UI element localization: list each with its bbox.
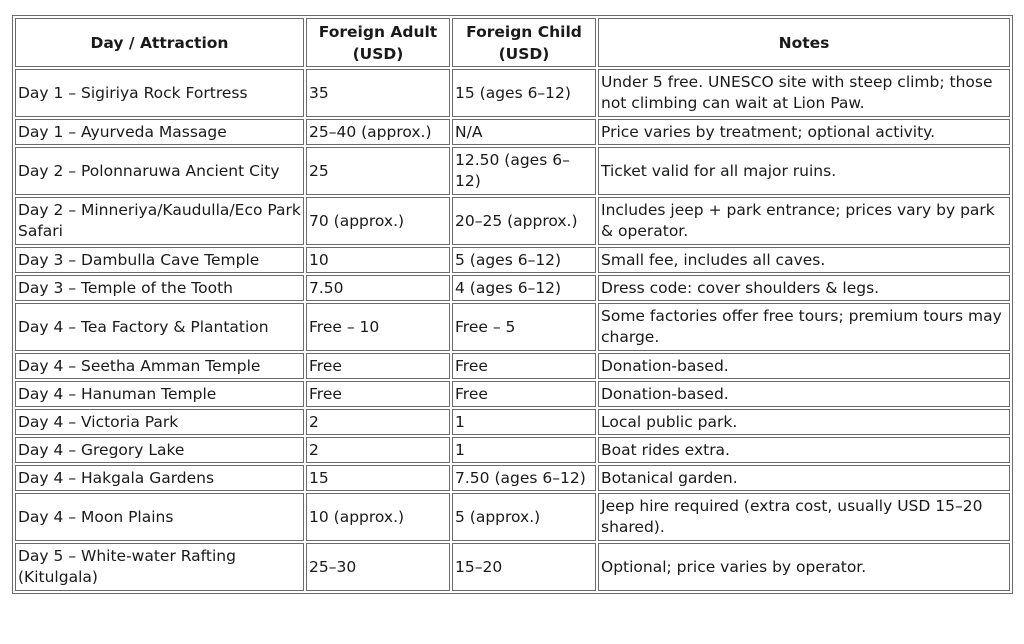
cell-adult-price: Free – 10: [306, 303, 450, 351]
cell-adult-price: 2: [306, 437, 450, 463]
table-row: [15, 275, 1010, 301]
cell-child-price: 15 (ages 6–12): [452, 69, 596, 117]
cell-attraction: Day 4 – Seetha Amman Temple: [15, 353, 304, 379]
table-row: [15, 119, 1010, 145]
cell-attraction: Day 4 – Gregory Lake: [15, 437, 304, 463]
cell-child-price: 7.50 (ages 6–12): [452, 465, 596, 491]
cell-child-price: 20–25 (approx.): [452, 197, 596, 245]
cell-adult-price: 15: [306, 465, 450, 491]
header-adult-line2: (USD): [352, 44, 404, 63]
cell-adult-price: 25–40 (approx.): [306, 119, 450, 145]
cell-notes: Includes jeep + park entrance; prices vary by park & operator.: [598, 197, 1010, 245]
cell-adult-price: 70 (approx.): [306, 197, 450, 245]
header-adult-line1: Foreign Adult: [318, 22, 438, 41]
cell-notes: Ticket valid for all major ruins.: [598, 147, 1010, 195]
table-row: [15, 247, 1010, 273]
cell-attraction: Day 3 – Temple of the Tooth: [15, 275, 304, 301]
table-row: [15, 381, 1010, 407]
table-row: [15, 465, 1010, 491]
cell-notes: Donation-based.: [598, 353, 1010, 379]
table-row: [15, 409, 1010, 435]
cell-child-price: Free – 5: [452, 303, 596, 351]
cell-adult-price: 7.50: [306, 275, 450, 301]
cell-adult-price: 10: [306, 247, 450, 273]
header-child-line2: (USD): [498, 44, 550, 63]
cell-attraction: Day 1 – Sigiriya Rock Fortress: [15, 69, 304, 117]
cell-notes: Price varies by treatment; optional activity.: [598, 119, 1010, 145]
cell-child-price: N/A: [452, 119, 596, 145]
cell-notes: Local public park.: [598, 409, 1010, 435]
cell-attraction: Day 4 – Tea Factory & Plantation: [15, 303, 304, 351]
table-row: [15, 69, 1010, 117]
cell-adult-price: 2: [306, 409, 450, 435]
cell-attraction: Day 3 – Dambulla Cave Temple: [15, 247, 304, 273]
header-foreign-child: [452, 18, 596, 67]
table-row: [15, 353, 1010, 379]
cell-child-price: Free: [452, 381, 596, 407]
cell-adult-price: Free: [306, 381, 450, 407]
table-row: [15, 197, 1010, 245]
cell-notes: Optional; price varies by operator.: [598, 543, 1010, 591]
cell-child-price: 15–20: [452, 543, 596, 591]
cell-child-price: 5 (approx.): [452, 493, 596, 541]
cell-notes: Botanical garden.: [598, 465, 1010, 491]
cell-attraction: Day 4 – Hakgala Gardens: [15, 465, 304, 491]
cell-notes: Small fee, includes all caves.: [598, 247, 1010, 273]
cell-notes: Donation-based.: [598, 381, 1010, 407]
cell-notes: Dress code: cover shoulders & legs.: [598, 275, 1010, 301]
cell-child-price: 5 (ages 6–12): [452, 247, 596, 273]
cell-child-price: 1: [452, 437, 596, 463]
cell-attraction: Day 2 – Minneriya/Kaudulla/Eco Park Safari: [15, 197, 304, 245]
cell-adult-price: 25: [306, 147, 450, 195]
cell-child-price: 1: [452, 409, 596, 435]
table-header-row: [15, 18, 1010, 67]
cell-adult-price: 25–30: [306, 543, 450, 591]
cell-adult-price: 10 (approx.): [306, 493, 450, 541]
cell-attraction: Day 4 – Hanuman Temple: [15, 381, 304, 407]
header-child-line1: Foreign Child: [466, 22, 582, 41]
header-attraction: Day / Attraction: [15, 18, 304, 67]
cell-attraction: Day 1 – Ayurveda Massage: [15, 119, 304, 145]
cell-notes: Under 5 free. UNESCO site with steep climb; those not climbing can wait at Lion Paw.: [598, 69, 1010, 117]
cell-adult-price: 35: [306, 69, 450, 117]
header-foreign-adult: [306, 18, 450, 67]
table-row: [15, 437, 1010, 463]
table-row: [15, 543, 1010, 591]
cell-attraction: Day 2 – Polonnaruwa Ancient City: [15, 147, 304, 195]
table-row: [15, 303, 1010, 351]
attraction-price-table: [12, 15, 1013, 594]
cell-child-price: 4 (ages 6–12): [452, 275, 596, 301]
table-row: [15, 147, 1010, 195]
header-notes: Notes: [598, 18, 1010, 67]
document-page: [12, 15, 1013, 594]
cell-child-price: 12.50 (ages 6–12): [452, 147, 596, 195]
cell-notes: Some factories offer free tours; premium tours may charge.: [598, 303, 1010, 351]
cell-notes: Boat rides extra.: [598, 437, 1010, 463]
cell-attraction: Day 5 – White-water Rafting (Kitulgala): [15, 543, 304, 591]
cell-notes: Jeep hire required (extra cost, usually USD 15–20 shared).: [598, 493, 1010, 541]
table-row: [15, 493, 1010, 541]
cell-adult-price: Free: [306, 353, 450, 379]
cell-attraction: Day 4 – Moon Plains: [15, 493, 304, 541]
cell-attraction: Day 4 – Victoria Park: [15, 409, 304, 435]
cell-child-price: Free: [452, 353, 596, 379]
